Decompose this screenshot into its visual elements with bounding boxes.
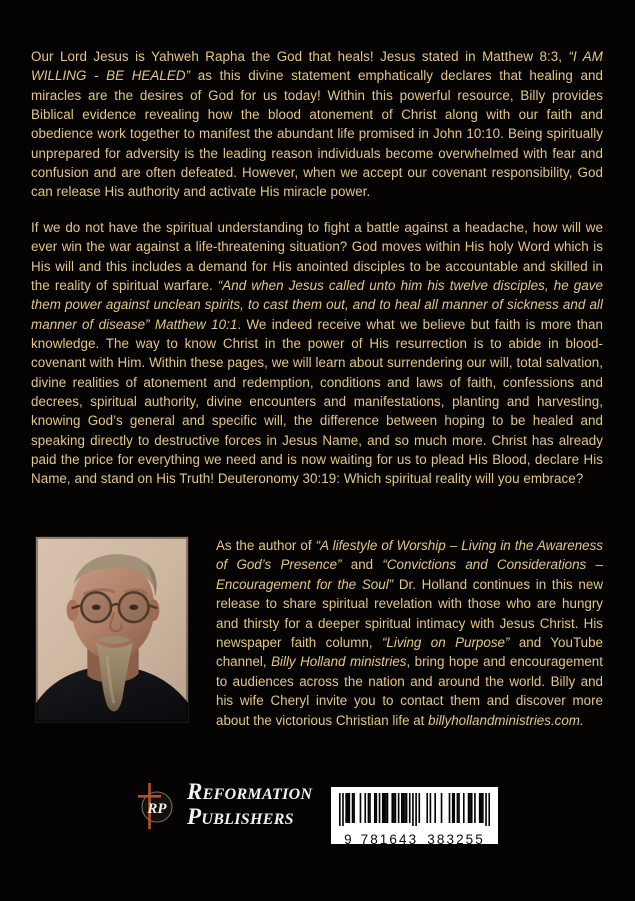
monogram-text: RP [147, 801, 167, 817]
author-bio-text: As the author of “A lifestyle of Worship – Living in the Awareness of God’s Presence” and “Convictions and Considerations – Encouragement for the Soul” Dr. Holland continues in this new release to share spiritual revelation with those who are hungry and thirsty for a deeper spiritual intimacy with Jesus Christ. His newspaper faith column, “Living on Purpose” and YouTube channel, Billy Holland ministries, bring hope and encouragement to audiences across the nation and around the world. Billy and his wife Cheryl invite you to contact them and discover more about the victorious Christian life at billyhollandministries.com. [216, 538, 603, 728]
barcode-group-1: 781643 [360, 832, 419, 847]
cross-and-monogram-icon [133, 779, 178, 829]
publisher-logo [133, 779, 312, 829]
publisher-name [187, 779, 312, 829]
reformation-cross-emblem-icon [133, 779, 178, 829]
blurb-paragraph-1-text: Our Lord Jesus is Yahweh Rapha the God that heals! Jesus stated in Matthew 8:3, “I AM WILLING - BE HEALED” as this divine statement emphatically declares that healing and miracles are the desires of God for us today! Within this powerful resource, Billy provides Biblical evidence revealing how the blood atonement of Christ along with our faith and obedience work together to manifest the abundant life promised in John 10:10. Being spiritually unprepared for adversity is the leading reason individuals become overwhelmed with fear and confusion and are often defeated. However, when we accept our covenant responsibility, God can release His authority and activate His miracle power. [31, 49, 603, 200]
author-portrait-illustration [36, 537, 188, 722]
isbn-barcode [331, 787, 498, 847]
blurb-paragraph-1 [31, 47, 603, 202]
publisher-name-line-2: Publishers [187, 804, 294, 829]
barcode-bars [339, 793, 490, 826]
blurb-paragraph-2-text: If we do not have the spiritual understanding to fight a battle against a headache, how will we ever win the war against a life-threatening situation? God moves within His holy Word which is His will and this includes a demand for His anointed disciples to be accountable and skilled in the reality of spiritual warfare. “And when Jesus called unto him his twelve disciples, he gave them power against unclean spirits, to cast them out, and to heal all manner of sickness and all manner of disease” Matthew 10:1. We indeed receive what we believe but faith is more than knowledge. The way to know Christ in the power of His resurrection is to abide in blood-covenant with Him. Within these pages, we will learn about surrendering our will, total salvation, divine realities of atonement and redemption, conditions and laws of faith, confessions and decrees, spiritual authority, divine encounters and manifestations, planting and harvesting, knowing God’s general and specific will, the difference between hoping to be healed and speaking directly to destructive forces in Jesus Name, and so much more. Christ has already paid the price for everything we need and is now waiting for us to plead His Blood, declare His Name, and stand on His Truth! Deuteronomy 30:19: Which spiritual reality will you embrace? [31, 220, 603, 487]
publisher-name-line-1: Reformation [187, 779, 313, 804]
author-bio [216, 536, 603, 730]
barcode-digits [339, 832, 490, 847]
blurb-paragraph-2 [31, 218, 603, 489]
barcode-lead-digit: 9 [344, 832, 352, 847]
author-block [31, 536, 603, 731]
barcode-group-2: 383255 [427, 832, 485, 847]
author-photo [35, 536, 189, 723]
